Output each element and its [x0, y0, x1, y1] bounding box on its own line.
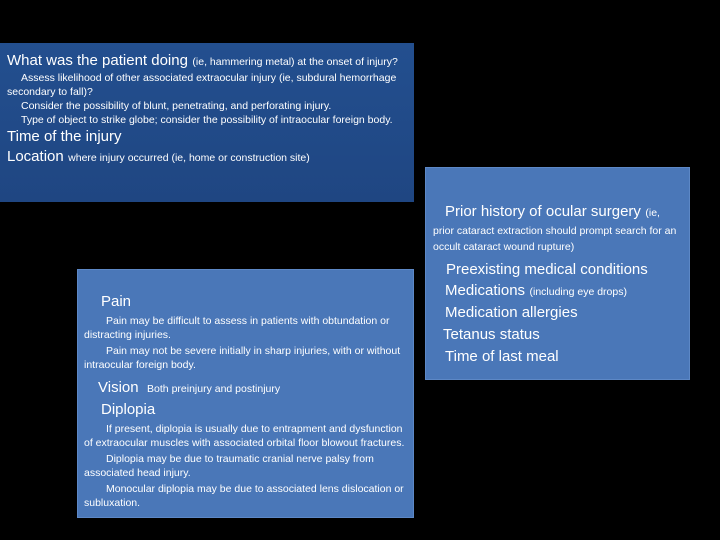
- diplopia-heading: Diplopia: [101, 401, 156, 418]
- pain-note-1: Pain may be difficult to assess in patients with obtundation or distracting injuries.: [84, 315, 390, 341]
- ocular-surgery-heading: Prior history of ocular surgery: [445, 203, 641, 220]
- pain-heading: Pain: [101, 293, 132, 310]
- vision-line: [84, 378, 405, 398]
- pain-note-2: Pain may not be severe initially in sharp injuries, with or without intraocular foreign body.: [84, 345, 401, 371]
- tetanus-status: Tetanus status: [443, 326, 540, 343]
- symptoms-box: [77, 269, 414, 518]
- doing-question-heading: What was the patient doing: [7, 52, 188, 69]
- time-of-injury: Time of the injury: [7, 128, 122, 145]
- last-meal: Time of last meal: [445, 348, 559, 365]
- ocular-surgery-line: [433, 202, 681, 254]
- location-note: where injury occurred (ie, home or construction site): [68, 152, 310, 164]
- diplopia-note-3: Monocular diplopia may be due to associated lens dislocation or subluxation.: [84, 483, 404, 509]
- extraocular-injury-note: Assess likelihood of other associated extraocular injury (ie, subdural hemorrhage secondary to fall)?: [7, 72, 397, 98]
- location-line: [7, 147, 404, 167]
- vision-heading: Vision: [98, 379, 139, 396]
- past-history-box: [425, 167, 690, 380]
- medications-note: (including eye drops): [529, 286, 627, 298]
- diplopia-note-1: If present, diplopia is usually due to entrapment and dysfunction of extraocular muscles with associated orbital floor blowout fractures.: [84, 423, 405, 449]
- medications-heading: Medications: [445, 282, 526, 299]
- injury-type-note: Consider the possibility of blunt, penetrating, and perforating injury.: [21, 100, 332, 112]
- medication-allergies: Medication allergies: [445, 304, 578, 321]
- object-type-note: Type of object to strike globe; consider the possibility of intraocular foreign body.: [21, 114, 393, 126]
- injury-history-box: [0, 43, 414, 202]
- location-heading: Location: [7, 148, 64, 165]
- medical-conditions: Preexisting medical conditions: [446, 261, 648, 278]
- doing-question: [7, 51, 404, 71]
- vision-note: Both preinjury and postinjury: [147, 383, 281, 395]
- ocular-surgery-note: (ie, prior cataract extraction should prompt search for an occult cataract wound rupture): [433, 207, 677, 253]
- diplopia-note-2: Diplopia may be due to traumatic cranial nerve palsy from associated head injury.: [84, 453, 374, 479]
- doing-question-note: (ie, hammering metal) at the onset of injury?: [192, 56, 398, 68]
- medications-line: [433, 280, 681, 302]
